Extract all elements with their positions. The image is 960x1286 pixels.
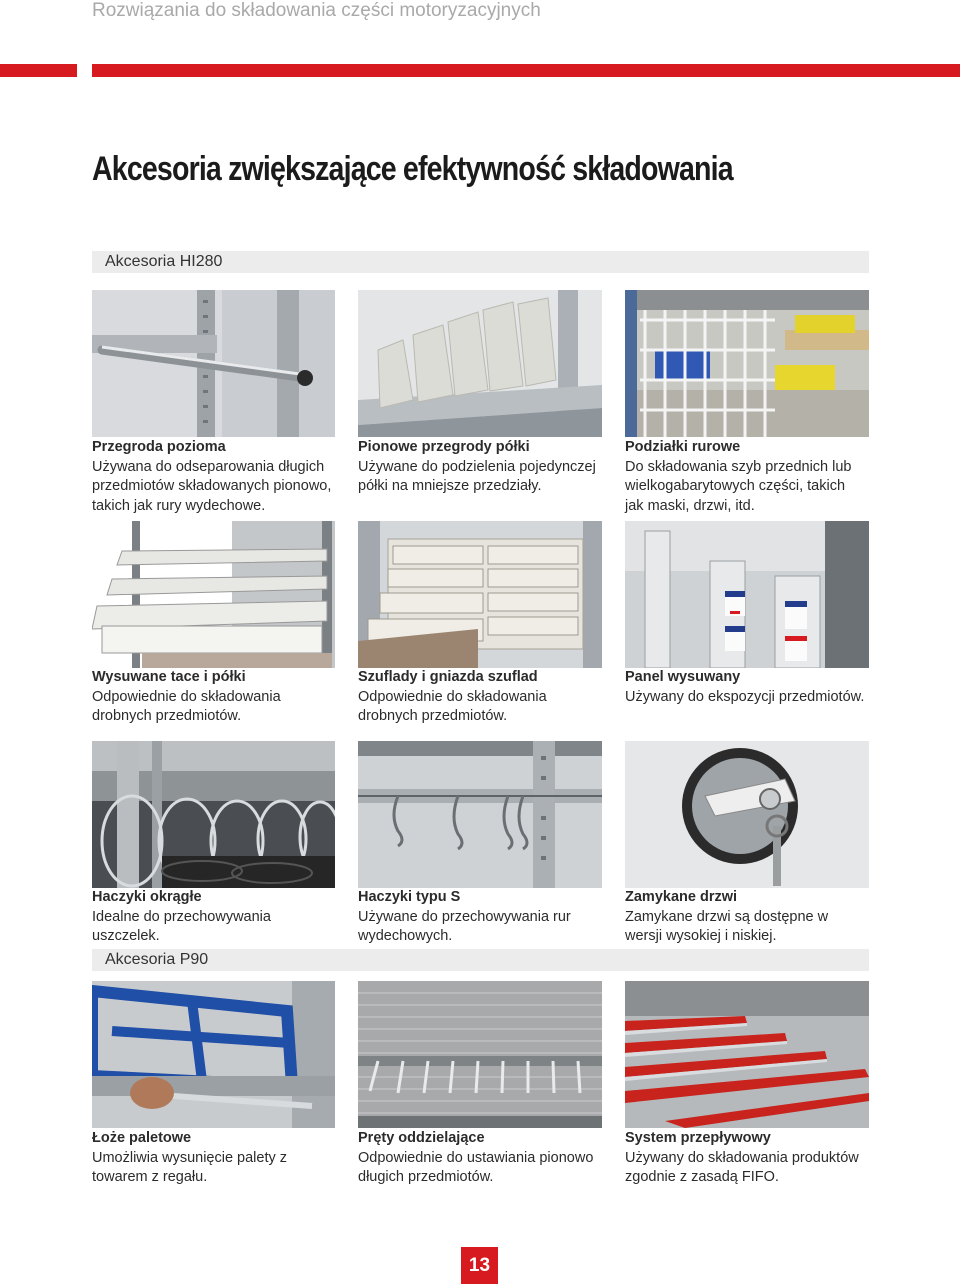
item-title: Łoże paletowe: [92, 1130, 192, 1146]
item-card: [625, 438, 865, 516]
page-number: 13: [461, 1247, 498, 1284]
photo-drawers: [358, 521, 602, 668]
item-title: Haczyki typu S: [358, 889, 461, 905]
item-description: Używane do podzielenia pojedynczej półki na mniejsze przedziały.: [358, 458, 596, 494]
section-bar-hi280: [92, 251, 869, 273]
photo-pallet-bed: [92, 981, 335, 1128]
running-header: Rozwiązania do składowania części motoryzacyjnych: [92, 0, 541, 21]
item-description: Używany do składowania produktów zgodnie z zasadą FIFO.: [625, 1149, 859, 1185]
photo-separator-rods: [358, 981, 602, 1128]
item-title: Przegroda pozioma: [92, 439, 226, 455]
photo-flow-system: [625, 981, 869, 1128]
header-red-bar-left: [0, 64, 77, 77]
item-card: [358, 668, 598, 727]
item-card: [358, 438, 598, 497]
item-title: Pionowe przegrody półki: [358, 439, 530, 455]
item-title: Panel wysuwany: [625, 669, 741, 685]
item-title: Zamykane drzwi: [625, 889, 738, 905]
header-red-bar-right: [92, 64, 960, 77]
item-title: Haczyki okrągłe: [92, 889, 202, 905]
section-title-p90: Akcesoria P90: [105, 951, 209, 968]
item-card: [92, 1129, 332, 1188]
item-card: [625, 888, 865, 947]
item-card: [358, 1129, 598, 1188]
item-card: [92, 888, 332, 947]
item-description: Używane do przechowywania rur wydechowych.: [358, 908, 571, 944]
section-title-hi280: Akcesoria HI280: [105, 253, 223, 270]
item-card: [625, 1129, 865, 1188]
photo-horizontal-divider: [92, 290, 335, 437]
item-card: [92, 668, 332, 727]
item-description: Umożliwia wysunięcie palety z towarem z regału.: [92, 1149, 288, 1185]
item-description: Zamykane drzwi są dostępne w wersji wysokiej i niskiej.: [625, 908, 829, 944]
item-description: Odpowiednie do ustawiania pionowo długich przedmiotów.: [358, 1149, 594, 1185]
item-description: Do składowania szyb przednich lub wielkogabarytowych części, takich jak maski, drzwi, itd.: [625, 458, 852, 514]
item-description: Odpowiednie do składowania drobnych przedmiotów.: [358, 688, 547, 724]
item-description: Idealne do przechowywania uszczelek.: [92, 908, 271, 944]
photo-pullout-trays: [92, 521, 335, 668]
photo-round-hooks: [92, 741, 335, 888]
section-bar-p90: [92, 949, 869, 971]
item-description: Odpowiednie do składowania drobnych przedmiotów.: [92, 688, 281, 724]
item-title: Podziałki rurowe: [625, 439, 741, 455]
photo-vertical-shelf-dividers: [358, 290, 602, 437]
item-description: Używana do odseparowania długich przedmiotów składowanych pionowo, takich jak rury wydechowe.: [92, 458, 332, 514]
item-title: System przepływowy: [625, 1130, 771, 1146]
photo-s-hooks: [358, 741, 602, 888]
item-title: Szuflady i gniazda szuflad: [358, 669, 538, 685]
photo-pullout-panel: [625, 521, 869, 668]
item-card: [358, 888, 598, 947]
item-card: [92, 438, 332, 516]
page-title: Akcesoria zwiększające efektywność składowania: [92, 150, 733, 188]
item-description: Używany do ekspozycji przedmiotów.: [625, 688, 865, 705]
item-card: [625, 668, 865, 707]
item-title: Pręty oddzielające: [358, 1130, 485, 1146]
photo-lockable-doors: [625, 741, 869, 888]
item-title: Wysuwane tace i półki: [92, 669, 246, 685]
photo-tube-dividers: [625, 290, 869, 437]
